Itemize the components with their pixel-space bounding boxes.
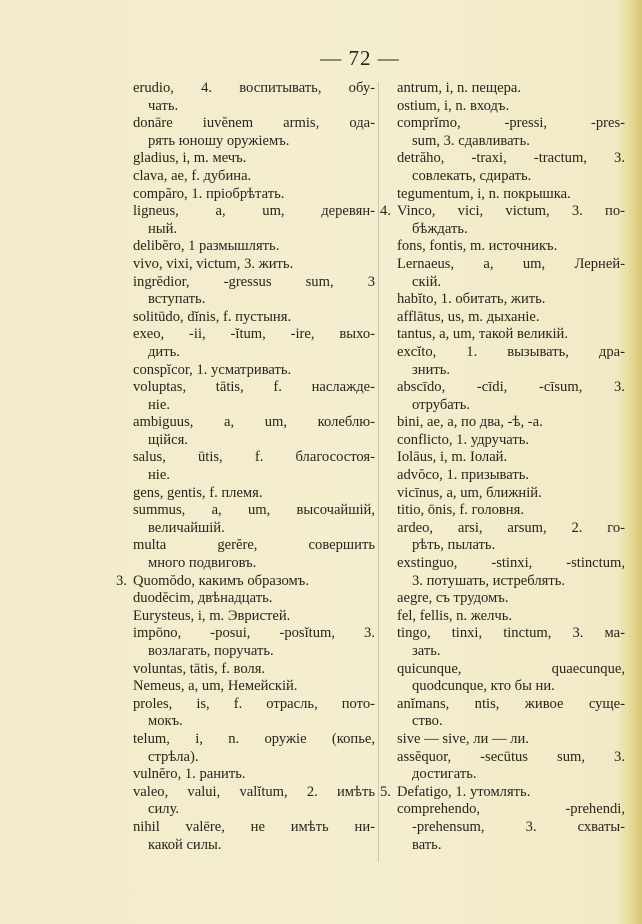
entry-headword-line: aegre, съ трудомъ. [397, 590, 509, 607]
dictionary-entry [133, 502, 375, 537]
dictionary-entry [397, 432, 625, 450]
entry-continuation-line: вступать. [148, 291, 206, 308]
entry-headword-line: assĕquor, -secūtus sum, 3. [397, 748, 625, 765]
dictionary-entry [133, 326, 375, 361]
entry-headword-line: duodĕcim, двѣнадцать. [133, 590, 273, 607]
dictionary-entry [397, 98, 625, 116]
entry-headword-line: ardeo, arsi, arsum, 2. го- [397, 519, 625, 536]
entry-continuation-line: quodcunque, кто бы ни. [412, 678, 555, 695]
dictionary-entry [397, 414, 625, 432]
dictionary-entry [133, 731, 375, 766]
dictionary-entry [397, 80, 625, 98]
dictionary-entry [397, 749, 625, 784]
dictionary-entry [133, 238, 375, 256]
column-divider [378, 82, 379, 862]
dictionary-entry [133, 449, 375, 484]
entry-headword-line: ostium, i, n. входъ. [397, 97, 510, 114]
entry-headword-line: antrum, i, n. пещера. [397, 80, 522, 96]
entry-continuation-line: бѣждать. [412, 220, 468, 237]
entry-headword-line: Eurysteus, i, m. Эвристей. [133, 607, 291, 624]
entry-continuation-line: много подвиговъ. [148, 555, 257, 572]
dictionary-entry [397, 696, 625, 731]
entry-continuation-line: отрубать. [412, 396, 471, 413]
entry-headword-line: conspĭcor, 1. усматривать. [133, 361, 292, 378]
entry-headword-line: erudio, 4. воспитывать, обу- [133, 80, 375, 96]
entry-continuation-line: дить. [148, 343, 180, 360]
dictionary-entry [133, 537, 375, 572]
entry-headword-line: fel, fellis, n. желчь. [397, 607, 513, 624]
entry-headword-line: tingo, tinxi, tinctum, 3. ма- [397, 625, 625, 642]
dictionary-entry [397, 502, 625, 520]
entry-headword-line: telum, i, n. оружіе (копье, [133, 730, 375, 747]
dictionary-entry [397, 731, 625, 749]
dictionary-entry [133, 678, 375, 696]
entry-headword-line: delibĕro, 1 размышлять. [133, 238, 280, 255]
entry-headword-line: conflicto, 1. удручать. [397, 431, 530, 448]
entry-headword-line: solitūdo, dĭnis, f. пустыня. [133, 308, 292, 325]
dictionary-entry [133, 608, 375, 626]
dictionary-entry [133, 661, 375, 679]
entry-continuation-line: рѣть, пылать. [412, 537, 496, 554]
dictionary-entry [397, 608, 625, 626]
entry-headword-line: nihil valēre, не имѣть ни- [133, 818, 375, 835]
dictionary-entry [133, 625, 375, 660]
entry-headword-line: advŏco, 1. призывать. [397, 467, 529, 484]
entry-headword-line: Defatigo, 1. утомлять. [397, 783, 531, 800]
entry-headword-line: abscīdo, -cīdi, -cīsum, 3. [397, 379, 625, 396]
dictionary-entry [116, 572, 375, 591]
right-column [380, 80, 625, 854]
entry-headword-line: proles, is, f. отрасль, пото- [133, 695, 375, 712]
entry-headword-line: bini, ae, a, по два, -ѣ, -а. [397, 414, 543, 431]
entry-continuation-line: какой силы. [148, 836, 222, 853]
entry-headword-line: excĭto, 1. вызывать, дра- [397, 343, 625, 360]
entry-headword-line: Vinco, vici, victum, 3. по- [397, 203, 625, 220]
entry-continuation-line: достигать. [412, 766, 477, 783]
entry-headword-line: ambiguus, a, um, колеблю- [133, 414, 375, 431]
entry-continuation-line: вать. [412, 836, 442, 853]
entry-headword-line: salus, ūtis, f. благосостоя- [133, 449, 375, 466]
entry-headword-line: afflātus, us, m. дыханіе. [397, 308, 540, 325]
dictionary-entry [397, 520, 625, 555]
dictionary-entry [397, 379, 625, 414]
entry-headword-line: summus, a, um, высочайшій, [133, 502, 375, 519]
entry-headword-line: gens, gentis, f. племя. [133, 484, 263, 501]
dictionary-entry [397, 326, 625, 344]
dictionary-entry [380, 783, 625, 802]
dictionary-entry [133, 414, 375, 449]
entry-continuation-line: ный. [148, 220, 178, 237]
dictionary-entry [397, 467, 625, 485]
dictionary-entry [397, 344, 625, 379]
dictionary-entry [133, 115, 375, 150]
entry-continuation-line: силу. [148, 801, 180, 818]
entry-headword-line: exstinguo, -stinxi, -stinctum, [397, 555, 625, 572]
entry-continuation-line: ніе. [148, 396, 170, 413]
entry-headword-line: gladius, i, m. мечъ. [133, 150, 247, 167]
entry-continuation-line: зать. [412, 643, 441, 659]
dictionary-entry [397, 256, 625, 291]
entry-headword-line: impōno, -posui, -posĭtum, 3. [133, 625, 375, 642]
dictionary-entry [133, 784, 375, 819]
entry-headword-line: compăro, 1. пріобрѣтать. [133, 185, 285, 202]
entry-continuation-line: скій. [412, 273, 442, 290]
dictionary-entry [133, 696, 375, 731]
entry-continuation-line: совлекать, сдирать. [412, 167, 532, 184]
entry-continuation-line: ство. [412, 713, 443, 730]
page-number: — 72 — [320, 46, 400, 70]
dictionary-entry [133, 590, 375, 608]
entry-headword-line: voluntas, tātis, f. воля. [133, 660, 266, 677]
dictionary-entry [133, 485, 375, 503]
entry-headword-line: Iolāus, i, m. Іолай. [397, 449, 508, 466]
entry-continuation-line: -prehensum, 3. схваты- [412, 818, 625, 835]
entry-headword-line: comprĭmo, -pressi, -pres- [397, 115, 625, 132]
dictionary-entry [397, 115, 625, 150]
entry-continuation-line: 3. потушать, истреблять. [412, 572, 566, 589]
entry-headword-line: sive — sive, ли — ли. [397, 730, 529, 747]
entry-headword-line: titio, ōnis, f. головня. [397, 502, 524, 519]
dictionary-entry [397, 186, 625, 204]
entry-headword-line: comprehendo, -prehendi, [397, 801, 625, 818]
entry-headword-line: vicīnus, a, um, ближній. [397, 484, 542, 501]
entry-headword-line: tantus, a, um, такой великій. [397, 326, 568, 343]
section-number: 4. [380, 203, 391, 220]
dictionary-entry [133, 256, 375, 274]
dictionary-entry [397, 291, 625, 309]
dictionary-entry [397, 555, 625, 590]
entry-headword-line: anĭmans, ntis, живое суще- [397, 695, 625, 712]
dictionary-entry [397, 590, 625, 608]
dictionary-entry [133, 168, 375, 186]
dictionary-entry [133, 150, 375, 168]
entry-headword-line: habĭto, 1. обитать, жить. [397, 291, 546, 308]
dictionary-entry [133, 379, 375, 414]
entry-continuation-line: стрѣла). [148, 748, 199, 765]
entry-continuation-line: величайшій. [148, 519, 225, 536]
entry-headword-line: detrăho, -traxi, -tractum, 3. [397, 150, 625, 167]
dictionary-entry [133, 80, 375, 115]
entry-headword-line: fons, fontis, m. источникъ. [397, 238, 558, 255]
section-number: 5. [380, 783, 391, 800]
entry-continuation-line: возлагать, поручать. [148, 643, 274, 659]
entry-continuation-line: sum, 3. сдавливать. [412, 132, 530, 149]
dictionary-entry [380, 203, 625, 238]
dictionary-entry [133, 274, 375, 309]
dictionary-entry [397, 661, 625, 696]
entry-continuation-line: рять юношу оружіемъ. [148, 132, 290, 149]
entry-continuation-line: щійся. [148, 431, 188, 448]
dictionary-entry [133, 309, 375, 327]
dictionary-entry [133, 362, 375, 380]
dictionary-entry [397, 449, 625, 467]
dictionary-entry [133, 186, 375, 204]
section-number: 3. [116, 572, 127, 589]
dictionary-entry [397, 485, 625, 503]
entry-headword-line: valeo, valui, valĭtum, 2. имѣть [133, 783, 375, 800]
entry-headword-line: donāre iuvĕnem armis, ода- [133, 115, 375, 132]
dictionary-entry [133, 203, 375, 238]
entry-headword-line: vivo, vixi, victum, 3. жить. [133, 255, 294, 272]
entry-headword-line: Lernaeus, a, um, Лерней- [397, 255, 625, 272]
dictionary-entry [397, 801, 625, 854]
entry-headword-line: exeo, -ii, -ĭtum, -ire, выхо- [133, 326, 375, 343]
entry-headword-line: multa gerĕre, совершить [133, 537, 375, 554]
entry-continuation-line: ніе. [148, 467, 170, 484]
left-column [116, 80, 375, 854]
dictionary-entry [133, 766, 375, 784]
dictionary-entry [397, 625, 625, 660]
dictionary-entry [397, 309, 625, 327]
dictionary-entry [397, 238, 625, 256]
dictionary-entry [397, 150, 625, 185]
entry-headword-line: vulnĕro, 1. ранить. [133, 766, 246, 783]
entry-headword-line: ligneus, a, um, деревян- [133, 203, 375, 220]
entry-headword-line: voluptas, tātis, f. наслажде- [133, 379, 375, 396]
entry-headword-line: tegumentum, i, n. покрышка. [397, 185, 571, 202]
entry-headword-line: ingrĕdior, -gressus sum, 3 [133, 273, 375, 290]
entry-continuation-line: чать. [148, 97, 179, 114]
entry-continuation-line: знить. [412, 361, 451, 378]
entry-headword-line: quicunque, quaecunque, [397, 660, 625, 677]
entry-headword-line: Quomŏdo, какимъ образомъ. [133, 572, 309, 589]
entry-headword-line: Nemeus, a, um, Немейскій. [133, 678, 298, 695]
entry-headword-line: clava, ae, f. дубина. [133, 167, 252, 184]
dictionary-entry [133, 819, 375, 854]
entry-continuation-line: мокъ. [148, 713, 183, 730]
